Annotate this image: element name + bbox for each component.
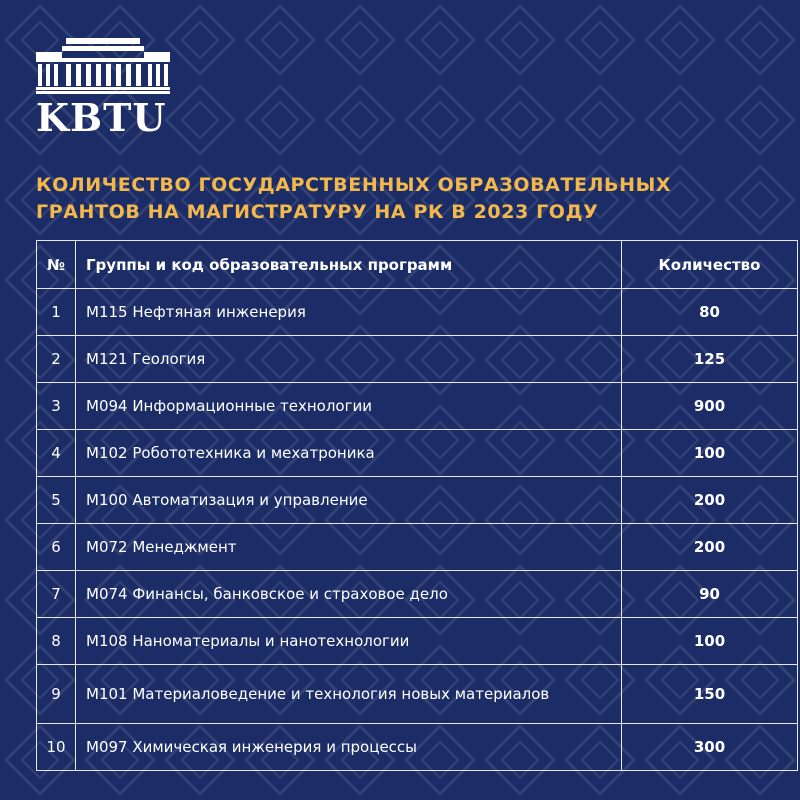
row-number: 5: [37, 477, 76, 524]
table-row: [37, 665, 798, 724]
row-number: 1: [37, 289, 76, 336]
row-quantity: 100: [622, 430, 798, 477]
page-title-line-1: КОЛИЧЕСТВО ГОСУДАРСТВЕННЫХ ОБРАЗОВАТЕЛЬНЫХ: [36, 174, 672, 196]
row-name: М074 Финансы, банковское и страховое дело: [76, 571, 622, 618]
row-number: 2: [37, 336, 76, 383]
row-name: М108 Наноматериалы и нанотехнологии: [76, 618, 622, 665]
header-name: Группы и код образовательных программ: [76, 241, 622, 289]
row-name: М101 Материаловедение и технология новых материалов: [76, 665, 622, 724]
row-quantity: 150: [622, 665, 798, 724]
page-title: [36, 172, 776, 226]
table-row: [37, 336, 798, 383]
table-row: [37, 524, 798, 571]
page-title-line-2: ГРАНТОВ НА МАГИСТРАТУРУ НА РК В 2023 ГОДУ: [36, 201, 599, 223]
header-quantity: Количество: [622, 241, 798, 289]
row-name: М094 Информационные технологии: [76, 383, 622, 430]
row-number: 4: [37, 430, 76, 477]
row-quantity: 200: [622, 524, 798, 571]
row-number: 10: [37, 724, 76, 771]
table-row: [37, 571, 798, 618]
row-quantity: 100: [622, 618, 798, 665]
table-row: [37, 430, 798, 477]
row-name: М121 Геология: [76, 336, 622, 383]
row-name: М097 Химическая инженерия и процессы: [76, 724, 622, 771]
row-number: 6: [37, 524, 76, 571]
table-row: [37, 289, 798, 336]
brand-name: KBTU: [36, 95, 167, 140]
table-row: [37, 724, 798, 771]
table-row: [37, 383, 798, 430]
row-quantity: 125: [622, 336, 798, 383]
row-number: 3: [37, 383, 76, 430]
row-number: 8: [37, 618, 76, 665]
grants-table: [36, 240, 798, 771]
kbtu-logo: [36, 38, 172, 138]
building-icon: [36, 38, 170, 94]
row-name: М102 Робототехника и мехатроника: [76, 430, 622, 477]
row-quantity: 300: [622, 724, 798, 771]
table-row: [37, 477, 798, 524]
header-number: №: [37, 241, 76, 289]
row-name: М100 Автоматизация и управление: [76, 477, 622, 524]
row-number: 7: [37, 571, 76, 618]
row-name: М072 Менеджмент: [76, 524, 622, 571]
row-quantity: 90: [622, 571, 798, 618]
row-quantity: 900: [622, 383, 798, 430]
table-row: [37, 618, 798, 665]
table-header-row: [37, 241, 798, 289]
row-quantity: 200: [622, 477, 798, 524]
row-name: М115 Нефтяная инженерия: [76, 289, 622, 336]
row-number: 9: [37, 665, 76, 724]
row-quantity: 80: [622, 289, 798, 336]
